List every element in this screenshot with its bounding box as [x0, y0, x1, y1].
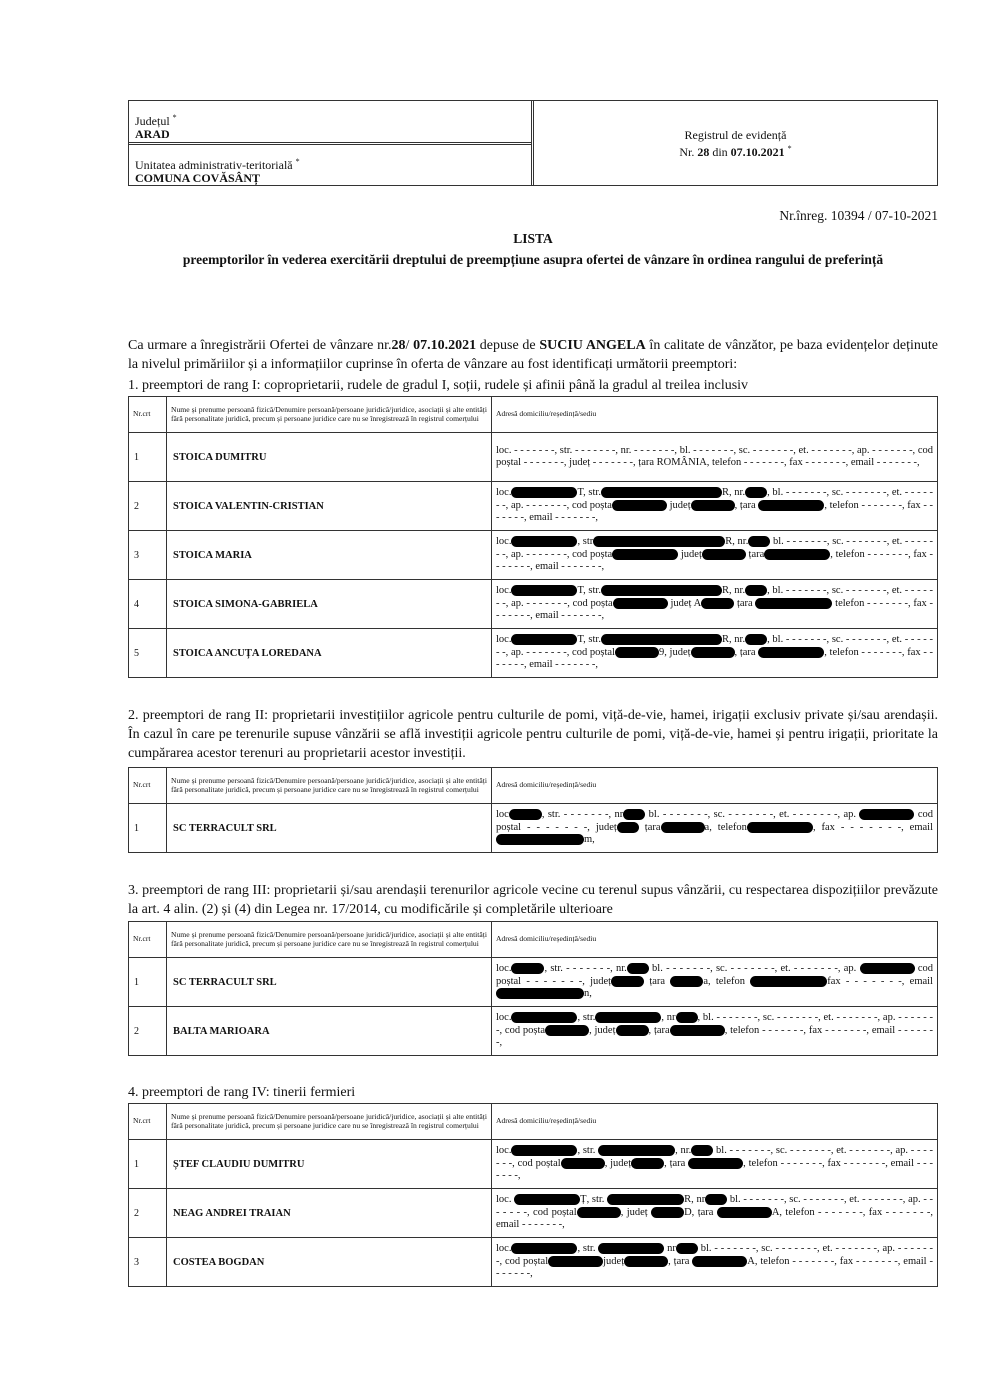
table-row: [129, 629, 938, 678]
table-header: Nr.crt Nume și prenume persoană fizică/Denumire persoană/persoane juridică/juridice, asociații și alte entități fără personalitate juridică, precum și persoane juridice care nu se înregistrează în registrul comerțului Adresă domiciliu/reședință/sediu: [129, 922, 938, 958]
redaction-mark: [511, 487, 577, 498]
row-number: 3: [129, 1238, 167, 1287]
preemptor-name: STOICA DUMITRU: [167, 433, 492, 482]
preemptor-address: loc. , str. , nr , bl. - - - - - - -, sc. - - - - - - -, et. - - - - - - -, ap. - - - - - - -, cod poșta , județ , țara , telefon - - - - - - -, fax - - - - - - -, email - - - - - - -,: [492, 1007, 938, 1056]
redaction-mark: [676, 1012, 698, 1023]
redaction-mark: [745, 634, 767, 645]
row-number: 1: [129, 804, 167, 853]
preemptor-name: STOICA SIMONA-GABRIELA: [167, 580, 492, 629]
redaction-mark: [651, 1207, 684, 1218]
redaction-mark: [601, 487, 722, 498]
row-number: 1: [129, 958, 167, 1007]
redaction-mark: [545, 1025, 589, 1036]
judet-value: ARAD: [135, 127, 170, 141]
preemptor-name: BALTA MARIOARA: [167, 1007, 492, 1056]
table-row: [129, 531, 938, 580]
judet-cell: Județul * ARAD: [129, 101, 531, 145]
redaction-mark: [717, 1207, 772, 1218]
row-number: 2: [129, 482, 167, 531]
registration-number: Nr.înreg. 10394 / 07-10-2021: [779, 208, 938, 223]
table-row: [129, 580, 938, 629]
registru-cell: Registrul de evidență Nr. 28 din 07.10.2021 *: [679, 127, 792, 159]
preemptor-address: loc. , str. , nr. bl. - - - - - - -, sc. - - - - - - -, et. - - - - - - -, ap. - - - - - - -, cod poștal , județ , țara , telefon - - - - - - -, fax - - - - - - -, email - - - - - - -,: [492, 1140, 938, 1189]
uat-value: COMUNA COVĂSÂNȚ: [135, 170, 261, 185]
redaction-mark: [758, 647, 824, 658]
redaction-mark: [691, 500, 735, 511]
preemptor-address: loc. , str R, nr. bl. - - - - - - -, sc. - - - - - - -, et. - - - - - - -, ap. - - - - - - -, cod poșta județ țara , telefon - - - - - - -, fax - - - - - - -, email - - - - - - -,: [492, 531, 938, 580]
redaction-mark: [595, 1012, 661, 1023]
preemptor-address: loc. T, str. R, nr. , bl. - - - - - - -, sc. - - - - - - -, et. - - - - - - -, ap. - - - - - - -, cod poșta județ , țara , telefon - - - - - - -, fax - - - - - - -, email - - - - - - -,: [492, 482, 938, 531]
redaction-mark: [745, 585, 767, 596]
preemptor-address: loc. - - - - - - -, str. - - - - - - -, nr. - - - - - - -, bl. - - - - - - -, sc. - - - - - - -, et. - - - - - - -, ap. - - - - - - -, cod poștal - - - - - - -, județ - - - - - - -, țara ROMÂNIA, telefon - - - - - - -, fax - - - - - - -, email - - - - - - -,: [492, 433, 938, 482]
redaction-mark: [764, 549, 830, 560]
redaction-mark: [676, 1243, 698, 1254]
redaction-mark: [670, 1025, 725, 1036]
preemptor-name: SC TERRACULT SRL: [167, 958, 492, 1007]
redaction-mark: [859, 809, 914, 820]
preemptor-name: NEAG ANDREI TRAIAN: [167, 1189, 492, 1238]
table-row: [129, 482, 938, 531]
redaction-mark: [514, 1194, 580, 1205]
redaction-mark: [758, 500, 824, 511]
intro-paragraph: Ca urmare a înregistrării Ofertei de vânzare nr.28/ 07.10.2021 depuse de SUCIU ANGELA în calitate de vânzător, pe baza evidențelor deținute la nivelul primăriilor și a informațiilor cuprinse în oferta de vânzare au fost identificați următorii preemptori:: [128, 338, 938, 372]
redaction-mark: [509, 809, 542, 820]
preemptor-address: loc , str. - - - - - - -, nr bl. - - - - - - -, sc. - - - - - - -, et. - - - - - - -, ap. cod poștal - - - - - - -, județ țara a, telefon , fax - - - - - - -, email m,: [492, 804, 938, 853]
preemptor-address: loc. Ț, str. R, nr bl. - - - - - - -, sc. - - - - - - -, et. - - - - - - -, ap. - - - - - - -, cod poștal , județ D, țara A, telefon - - - - - - -, fax - - - - - - -, email - - - - - - -,: [492, 1189, 938, 1238]
row-number: 2: [129, 1007, 167, 1056]
redaction-mark: [615, 647, 659, 658]
redaction-mark: [511, 585, 577, 596]
redaction-mark: [692, 1256, 747, 1267]
redaction-mark: [611, 976, 644, 987]
table-header: Nr.crt Nume și prenume persoană fizică/Denumire persoană/persoane juridică/juridice, asociații și alte entități fără personalitate juridică, precum și persoane juridice care nu se înregistrează în registrul comerțului Adresă domiciliu/reședință/sediu: [129, 397, 938, 433]
redaction-mark: [613, 598, 668, 609]
redaction-mark: [561, 1158, 605, 1169]
table-row: [129, 1238, 938, 1287]
redaction-mark: [691, 647, 735, 658]
table-header: Nr.crt Nume și prenume persoană fizică/Denumire persoană/persoane juridică/juridice, asociații și alte entități fără personalitate juridică, precum și persoane juridice care nu se înregistrează în registrul comerțului Adresă domiciliu/reședință/sediu: [129, 1104, 938, 1140]
redaction-mark: [511, 1145, 577, 1156]
preemptor-name: ȘTEF CLAUDIU DUMITRU: [167, 1140, 492, 1189]
table-row: [129, 1140, 938, 1189]
redaction-mark: [627, 963, 649, 974]
redaction-mark: [598, 1145, 675, 1156]
redaction-mark: [661, 822, 705, 833]
redaction-mark: [631, 1158, 664, 1169]
preemptor-table: [128, 767, 938, 853]
redaction-mark: [612, 500, 667, 511]
redaction-mark: [701, 598, 734, 609]
redaction-mark: [617, 822, 639, 833]
redaction-mark: [612, 549, 678, 560]
redaction-mark: [511, 536, 577, 547]
preemptor-table: [128, 921, 938, 1056]
redaction-mark: [601, 585, 722, 596]
redaction-mark: [511, 634, 577, 645]
redaction-mark: [598, 1243, 664, 1254]
table-row: [129, 1007, 938, 1056]
redaction-mark: [548, 1256, 603, 1267]
preemptor-address: loc. , str. - - - - - - -, nr. bl. - - - - - - -, sc. - - - - - - -, et. - - - - - - -, ap. cod poștal - - - - - - -, județ țara a, telefon fax - - - - - - -, email n,: [492, 958, 938, 1007]
rank-heading: 1. preemptori de rang I: coproprietarii, rudele de gradul I, soții, rudele și afinii până la gradul al treilea inclusiv: [128, 378, 749, 393]
table-row: [129, 804, 938, 853]
preemptor-table: [128, 1103, 938, 1287]
redaction-mark: [593, 536, 725, 547]
table-row: [129, 1189, 938, 1238]
table-row: [129, 433, 938, 482]
redaction-mark: [623, 809, 645, 820]
preemptor-address: loc. T, str. R, nr. , bl. - - - - - - -, sc. - - - - - - -, et. - - - - - - -, ap. - - - - - - -, cod poștal 9, județ , țara , telefon - - - - - - -, fax - - - - - - -, email - - - - - - -,: [492, 629, 938, 678]
redaction-mark: [511, 1243, 577, 1254]
preemptor-name: STOICA MARIA: [167, 531, 492, 580]
preemptor-name: COSTEA BOGDAN: [167, 1238, 492, 1287]
rank-heading: 4. preemptori de rang IV: tinerii fermieri: [128, 1085, 356, 1100]
preemptor-address: loc. , str. nr bl. - - - - - - -, sc. - - - - - - -, et. - - - - - - -, ap. - - - - - - -, cod poștal județ , țara A, telefon - - - - - - -, fax - - - - - - -, email - - - - - - -,: [492, 1238, 938, 1287]
redaction-mark: [511, 1012, 577, 1023]
row-number: 2: [129, 1189, 167, 1238]
redaction-mark: [745, 487, 767, 498]
doc-subtitle: preemptorilor în vederea exercitării dreptului de preempțiune asupra ofertei de vânzare în ordinea rangului de preferință: [182, 252, 884, 267]
redaction-mark: [616, 1025, 649, 1036]
preemptor-name: SC TERRACULT SRL: [167, 804, 492, 853]
redaction-mark: [607, 1194, 684, 1205]
redaction-mark: [670, 976, 703, 987]
row-number: 5: [129, 629, 167, 678]
redaction-mark: [496, 988, 584, 999]
redaction-mark: [511, 963, 544, 974]
redaction-mark: [750, 976, 827, 987]
redaction-mark: [755, 598, 832, 609]
redaction-mark: [702, 549, 746, 560]
uat-cell: Unitatea administrativ-teritorială * COMUNA COVĂSÂNȚ: [135, 156, 300, 185]
rank-heading: 3. preemptori de rang III: proprietarii și/sau arendașii terenurilor agricole vecine cu terenul supus vânzării, cu respectarea dispozițiilor prevăzute la art. 4 alin. (2) și (4) din Legea nr. 17/2014, cu modificările și completările ulterioare: [128, 883, 938, 917]
preemptor-name: STOICA ANCUȚA LOREDANA: [167, 629, 492, 678]
row-number: 4: [129, 580, 167, 629]
table-header: Nr.crt Nume și prenume persoană fizică/Denumire persoană/persoane juridică/juridice, asociații și alte entități fără personalitate juridică, precum și persoane juridice care nu se înregistrează în registrul comerțului Adresă domiciliu/reședință/sediu: [129, 768, 938, 804]
preemptor-table: [128, 396, 938, 678]
redaction-mark: [691, 1145, 713, 1156]
redaction-mark: [577, 1207, 621, 1218]
row-number: 3: [129, 531, 167, 580]
doc-title: LISTA: [513, 231, 553, 246]
redaction-mark: [496, 834, 584, 845]
preemptor-name: STOICA VALENTIN-CRISTIAN: [167, 482, 492, 531]
row-number: 1: [129, 1140, 167, 1189]
header-box: [128, 100, 938, 186]
redaction-mark: [860, 963, 915, 974]
preemptor-address: loc. T, str. R, nr. , bl. - - - - - - -, sc. - - - - - - -, et. - - - - - - -, ap. - - - - - - -, cod poșta județ A țara telefon - - - - - - -, fax - - - - - - -, email - - - - - - -,: [492, 580, 938, 629]
redaction-mark: [748, 536, 770, 547]
redaction-mark: [747, 822, 813, 833]
rank-heading: 2. preemptori de rang II: proprietarii investițiilor agricole pentru culturile de pomi, viță-de-vie, hamei, irigații exclusiv private și/sau arendașii. În cazul în care pe terenurile supuse vânzării se află investiții agricole pentru culturile de pomi, viță-de-vie, hamei și pentru irigații, prioritate la cumpărarea acestor terenuri au proprietarii acestor investiții.: [128, 708, 938, 761]
redaction-mark: [688, 1158, 743, 1169]
redaction-mark: [624, 1256, 668, 1267]
redaction-mark: [705, 1194, 727, 1205]
row-number: 1: [129, 433, 167, 482]
table-row: [129, 958, 938, 1007]
redaction-mark: [601, 634, 722, 645]
